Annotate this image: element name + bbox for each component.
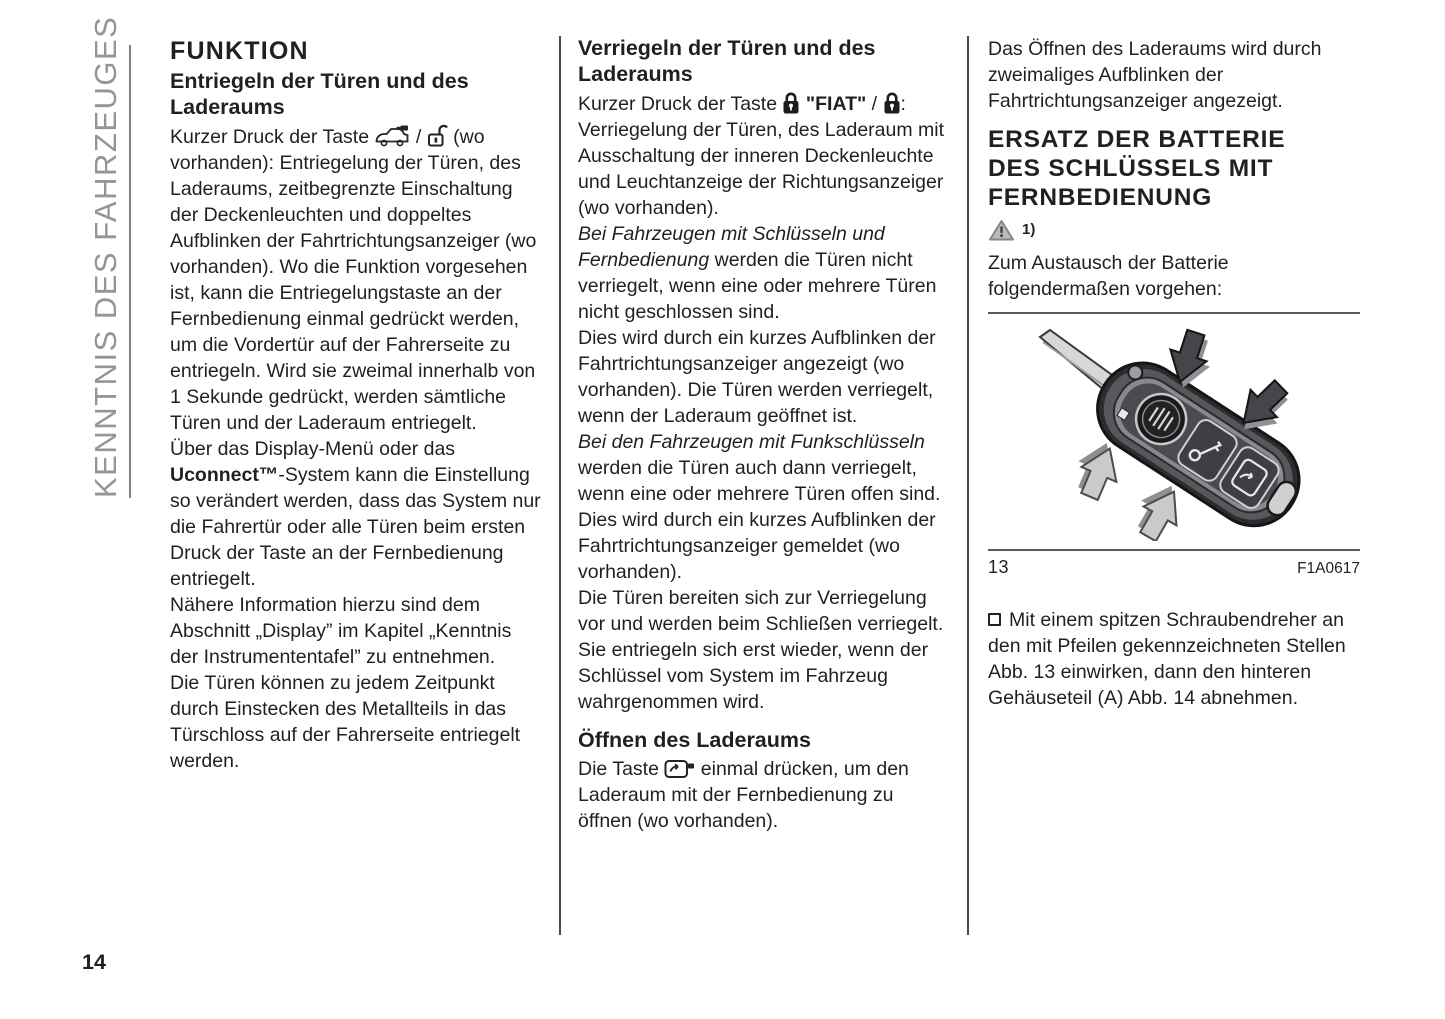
- heading-line: ERSATZ DER BATTERIE: [988, 126, 1286, 153]
- subsection-title-unlock: Entriegeln der Türen und des Laderaums: [170, 69, 469, 119]
- text-run: Die Taste: [578, 758, 665, 780]
- paragraph-unlock-3: Nähere Information hierzu sind dem Abschnitt „Display” im Kapitel „Kenntnis der Instrumententafel” zu entnehmen.: [170, 594, 512, 668]
- figure-number: 13: [988, 557, 1010, 577]
- warning-note-row: [988, 217, 1360, 243]
- footnote-ref: 1): [1022, 221, 1036, 238]
- italic-run: Bei Fahrzeugen mit Schlüsseln und Fernbedienung: [578, 223, 885, 271]
- sidebar-rule: [129, 45, 131, 498]
- uconnect-brand: Uconnect™: [170, 464, 279, 486]
- subsection-title-open-trunk: Öffnen des Laderaums: [578, 728, 811, 752]
- column-divider-1: [559, 36, 561, 935]
- paragraph-trunk-signal: Das Öffnen des Laderaums wird durch zweimaliges Aufblinken der Fahrtrichtungsanzeiger angezeigt.: [988, 38, 1322, 112]
- paragraph-unlock-4: Die Türen können zu jedem Zeitpunkt durch Einstecken des Metallteils in das Türschloss auf der Fahrerseite entriegelt werden.: [170, 672, 521, 772]
- text-run: Kurzer Druck der Taste: [170, 126, 375, 148]
- section-title-battery: [988, 125, 1360, 212]
- text-run: :: [900, 93, 906, 115]
- text-run: werden die Türen nicht verriegelt, wenn eine oder mehrere Türen nicht geschlossen sind.: [578, 249, 937, 323]
- subsection-title-lock: Verriegeln der Türen und des Laderaums: [578, 36, 876, 86]
- paragraph-trunk-1: [578, 756, 950, 834]
- column-1: [170, 36, 542, 774]
- text-run: Verriegelung der Türen, des Laderaum mit Ausschaltung der inneren Deckenleuchte und Leuchtanzeige der Richtungsanzeiger (wo vorhanden).: [578, 119, 945, 219]
- heading-line: DES SCHLÜSSELS MIT: [988, 155, 1274, 182]
- text-run: Kurzer Druck der Taste: [578, 93, 783, 115]
- text-run: werden die Türen auch dann verriegelt, wenn eine oder mehrere Türen offen sind. Dies wird durch ein kurzes Aufblinken der Fahrtrichtungsanzeiger gemeldet (wo vorhanden).: [578, 457, 941, 583]
- padlock-open-icon: [427, 124, 448, 148]
- text-run: einmal drücken, um den Laderaum mit der Fernbedienung zu öffnen (wo vorhanden).: [578, 758, 909, 832]
- column-2: [578, 36, 950, 834]
- car-unlock-key-icon: [374, 124, 410, 148]
- figure-key-fob: [988, 312, 1360, 551]
- paragraph-unlock-2: [170, 436, 542, 592]
- text-run: -System kann die Einstellung so verändert werden, dass das System nur die Fahrertür oder alle Türen beim ersten Druck der Taste an der Fernbedienung entriegelt.: [170, 464, 541, 590]
- column-3: [988, 36, 1360, 711]
- key-fob-illustration: [988, 315, 1360, 541]
- paragraph-battery-intro: Zum Austausch der Batterie folgendermaßen vorgehen:: [988, 252, 1229, 300]
- chapter-sidebar-label: KENNTNIS DES FAHRZEUGES: [88, 15, 123, 498]
- trunk-release-icon: [664, 757, 695, 780]
- text-run: Über das Display-Menü oder das: [170, 438, 456, 460]
- paragraph-lock-3: Dies wird durch ein kurzes Aufblinken der Fahrtrichtungsanzeiger angezeigt (wo vorhanden). Die Türen werden verriegelt, wenn der Laderaum geöffnet ist.: [578, 327, 936, 427]
- padlock-closed-icon: [782, 92, 800, 115]
- figure-code: F1A0617: [1297, 560, 1360, 577]
- fiat-button-label: "FIAT": [800, 93, 872, 115]
- square-bullet-icon: [988, 613, 1001, 626]
- paragraph-lock-2: [578, 221, 950, 325]
- text-run: Mit einem spitzen Schraubendreher an den mit Pfeilen gekennzeichneten Stellen Abb. 13 einwirken, dann den hinteren Gehäuseteil (A) Abb. 14 abnehmen.: [988, 609, 1346, 709]
- paragraph-lock-5: Die Türen bereiten sich zur Verriegelung vor und werden beim Schließen verriegelt. Sie entriegeln sich erst wieder, wenn der Schlüssel vom System im Fahrzeug wahrgenommen wird.: [578, 587, 944, 713]
- paragraph-unlock-1: [170, 124, 542, 436]
- text-run: /: [410, 126, 427, 148]
- text-run: /: [871, 93, 883, 115]
- page-number: 14: [82, 950, 106, 974]
- warning-triangle-icon: [988, 219, 1015, 242]
- figure-caption: [988, 554, 1360, 582]
- paragraph-lock-4: [578, 429, 950, 585]
- padlock-closed-icon: [883, 92, 901, 115]
- section-title: FUNKTION: [170, 37, 309, 65]
- paragraph-lock-1: [578, 91, 950, 221]
- column-divider-2: [967, 36, 969, 935]
- heading-line: FERNBEDIENUNG: [988, 184, 1213, 211]
- text-run: (wo vorhanden): Entriegelung der Türen, des Laderaums, zeitbegrenzte Einschaltung der Deckenleuchten und doppeltes Aufblinken der Fahrtrichtungsanzeiger (wo vorhanden). Wo die Funktion vorgesehen ist, kann die Entriegelungstaste an der Fernbedienung einmal gedrückt werden, um die Vordertür auf der Fahrerseite zu entriegeln. Wird sie zweimal innerhalb von 1 Sekunde gedrückt, werden sämtliche Türen und der Laderaum entriegelt.: [170, 126, 537, 434]
- italic-run: Bei den Fahrzeugen mit Funkschlüsseln: [578, 431, 925, 453]
- paragraph-battery-step1: [988, 607, 1360, 711]
